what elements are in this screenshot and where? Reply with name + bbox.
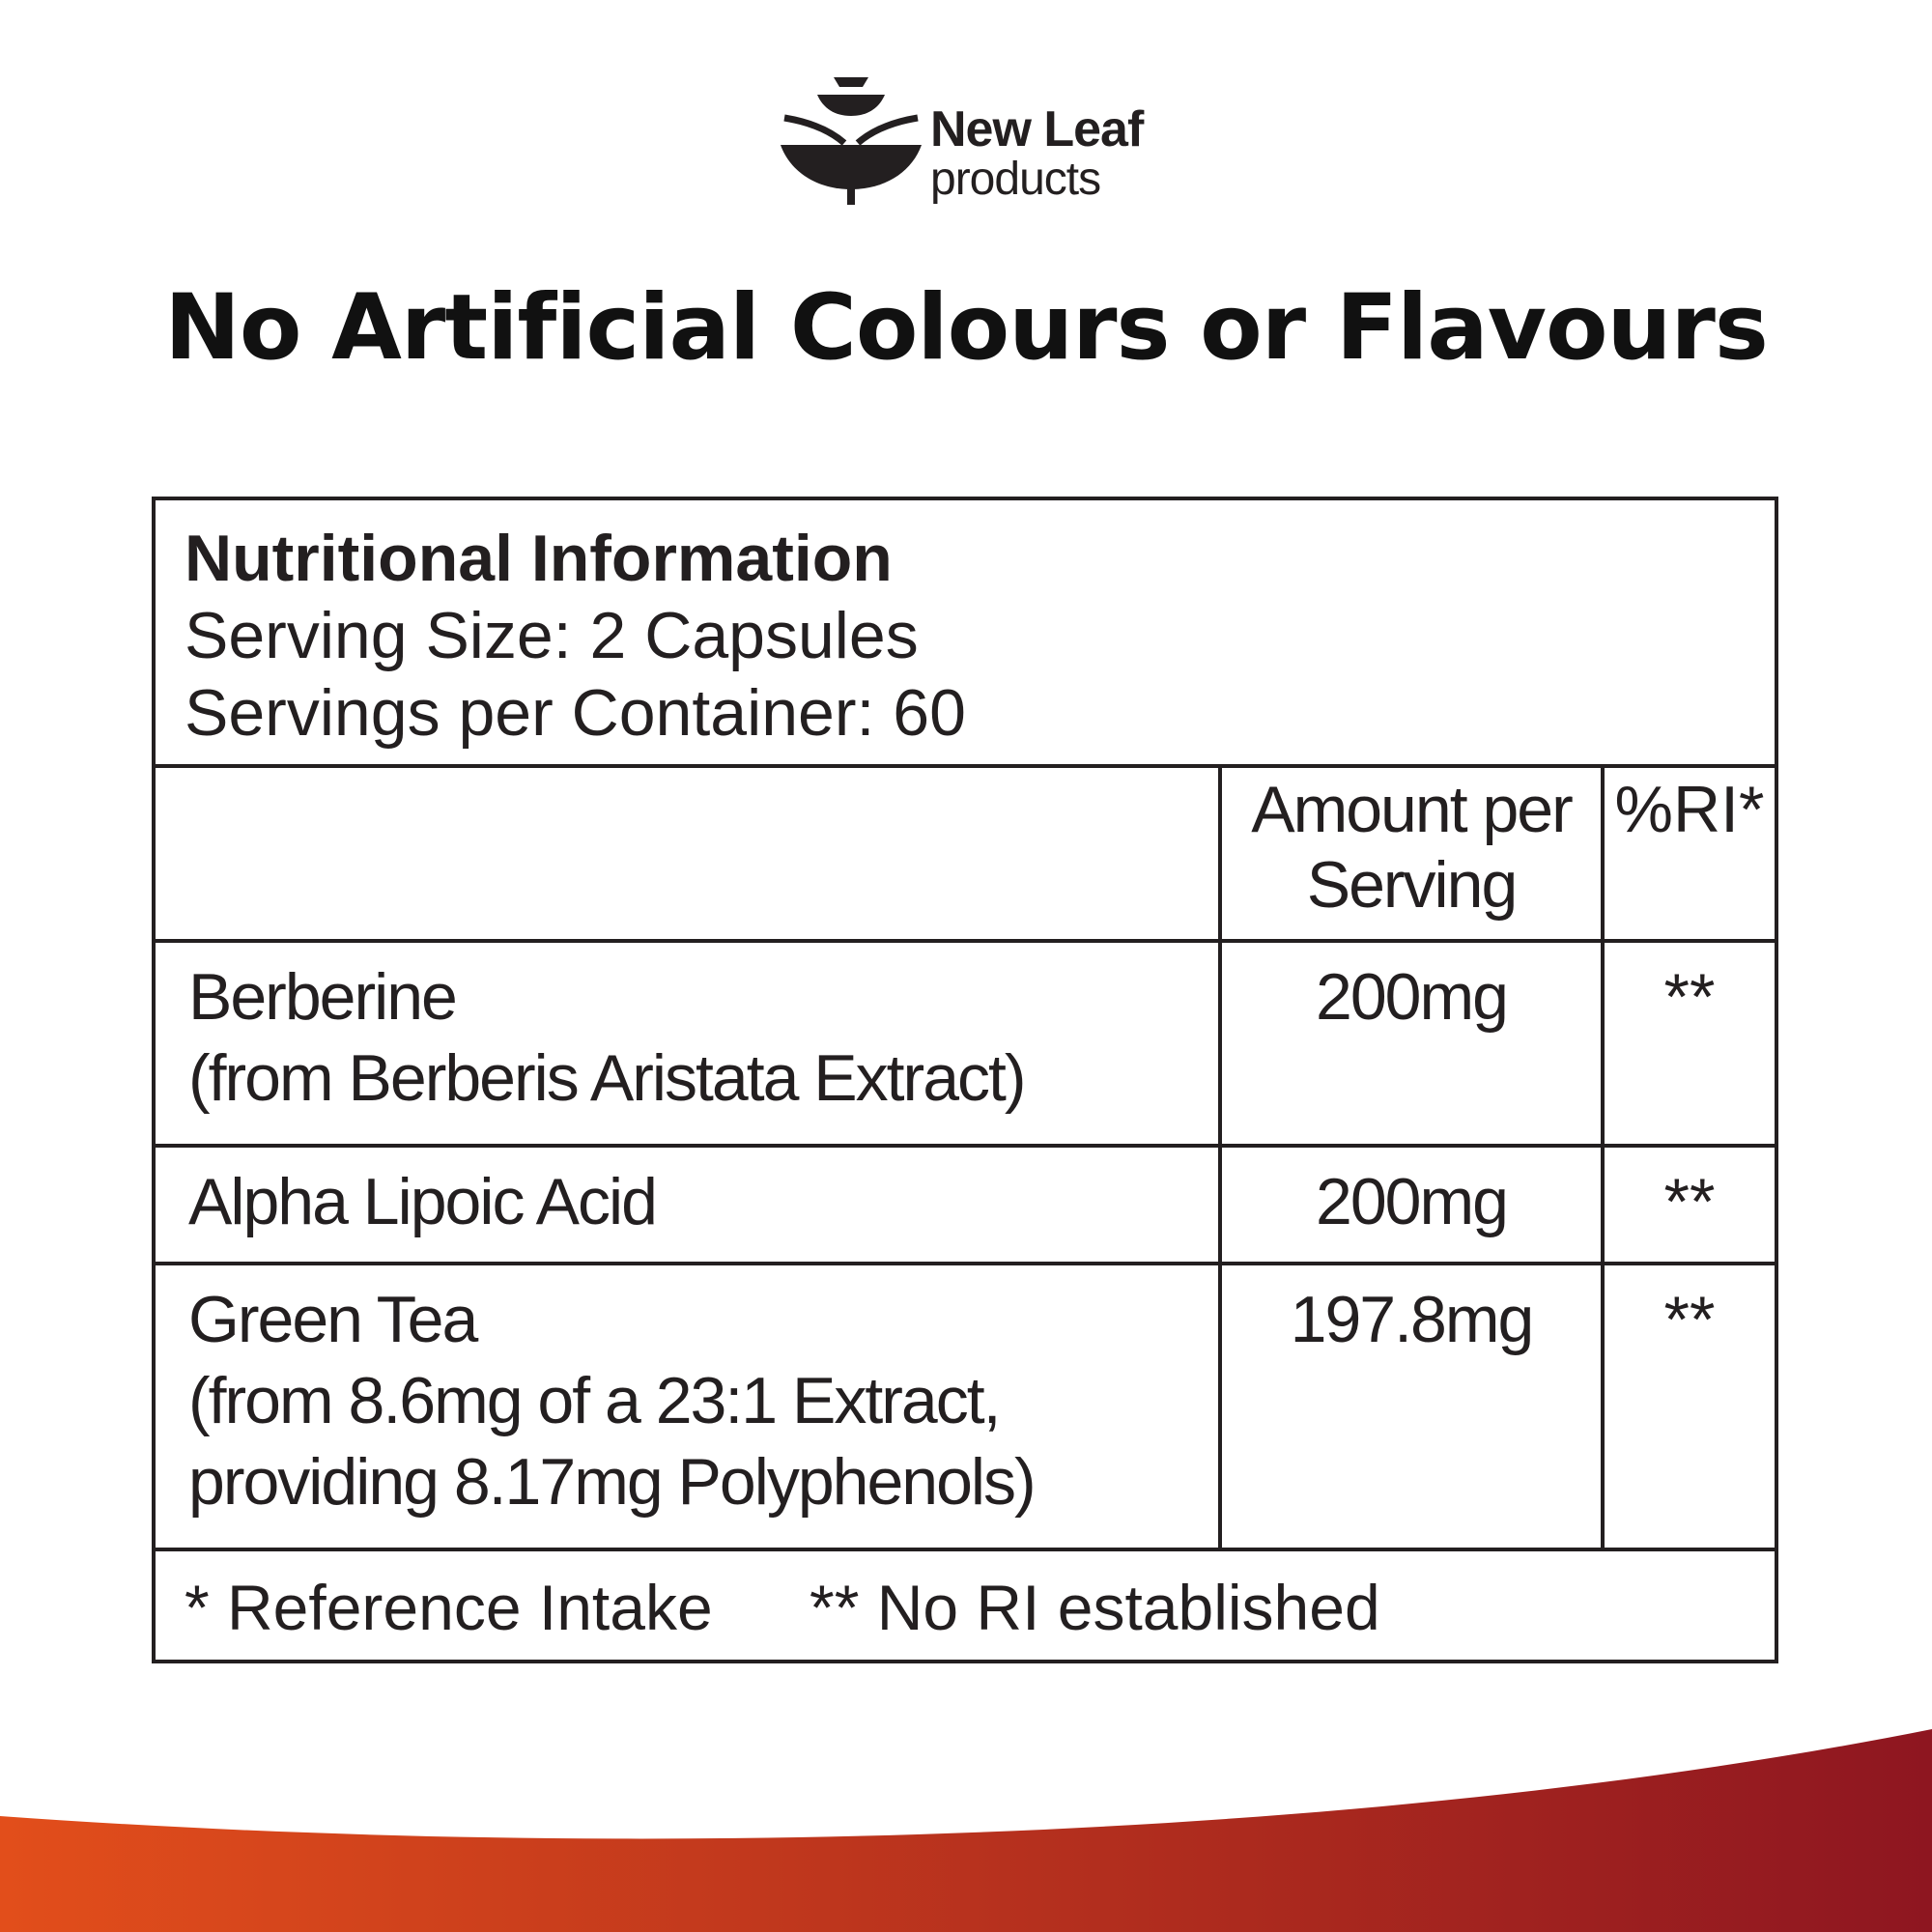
- brand-name: New Leaf: [930, 101, 1144, 157]
- amount-column-header: [1218, 768, 1601, 939]
- ingredient-amount: 197.8mg: [1218, 1265, 1601, 1548]
- brand-logo: [779, 75, 1165, 211]
- ingredient-line2: (from 8.6mg of a 23:1 Extract,: [188, 1364, 1000, 1437]
- ingredient-ri: **: [1601, 943, 1775, 1144]
- ingredient-line1: Berberine: [188, 960, 456, 1034]
- brand-sub: products: [930, 154, 1101, 205]
- amount-header-line2: Serving: [1306, 848, 1517, 922]
- nutrition-header: [156, 500, 1775, 768]
- ingredient-line3: providing 8.17mg Polyphenols): [188, 1445, 1035, 1519]
- ingredient-amount: 200mg: [1218, 1148, 1601, 1262]
- footnote-no-ri: ** No RI established: [810, 1572, 1380, 1643]
- ingredient-line1: Alpha Lipoic Acid: [188, 1165, 656, 1238]
- ingredient-ri: **: [1601, 1148, 1775, 1262]
- ingredient-amount: 200mg: [1218, 943, 1601, 1144]
- nutrition-title: Nutritional Information: [185, 522, 893, 595]
- table-row: [156, 1148, 1775, 1265]
- ingredient-name: [156, 1148, 1218, 1262]
- ingredient-name: [156, 1265, 1218, 1548]
- table-row: [156, 943, 1775, 1148]
- serving-size: Serving Size: 2 Capsules: [185, 599, 919, 672]
- ingredient-line1: Green Tea: [188, 1283, 477, 1356]
- ingredient-name: [156, 943, 1218, 1144]
- amount-header-line1: Amount per: [1251, 773, 1572, 846]
- ri-column-header: %RI*: [1601, 768, 1775, 939]
- headline: No Artificial Colours or Flavours: [164, 275, 1768, 381]
- servings-per-container: Servings per Container: 60: [185, 676, 966, 750]
- column-headers-row: [156, 768, 1775, 943]
- bottom-swoosh: [0, 1719, 1932, 1932]
- ingredient-column-header: [156, 768, 1218, 939]
- table-row: [156, 1265, 1775, 1551]
- stacked-leaf-tree-icon: [779, 75, 923, 205]
- footnote-reference-intake: * Reference Intake: [185, 1572, 713, 1643]
- ingredient-ri: **: [1601, 1265, 1775, 1548]
- nutrition-table: [152, 497, 1778, 1663]
- footnotes: [156, 1551, 1775, 1660]
- ingredient-line2: (from Berberis Aristata Extract): [188, 1041, 1025, 1115]
